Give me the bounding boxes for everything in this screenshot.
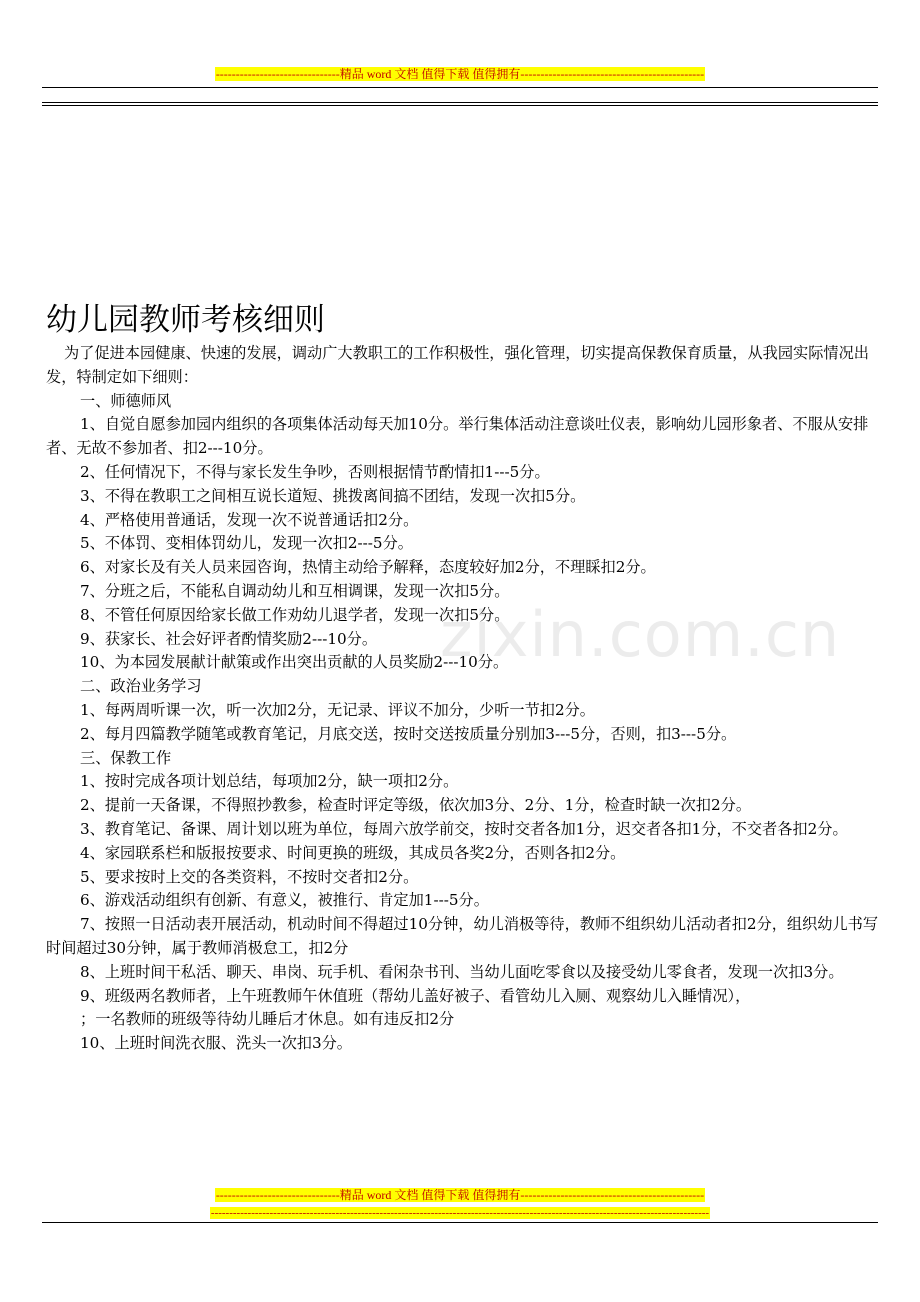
header-banner bbox=[0, 67, 920, 81]
watermark: zixin.com.cn bbox=[440, 598, 841, 671]
paragraph: 6、对家长及有关人员来园咨询，热情主动给予解释，态度较好加2分，不理睬扣2分。 bbox=[80, 558, 656, 577]
paragraph: 6、游戏活动组织有创新、有意义，被推行、肯定加1---5分。 bbox=[80, 891, 489, 910]
paragraph: 1、自觉自愿参加园内组织的各项集体活动每天加10分。举行集体活动注意谈吐仪表，影响幼儿园形象者、不服从安排者、无故不参加者、扣2---10分。 bbox=[46, 415, 869, 458]
paragraph: ；一名教师的班级等待幼儿睡后才休息。如有违反扣2分 bbox=[80, 1010, 455, 1029]
paragraph: 5、不体罚、变相体罚幼儿，发现一次扣2---5分。 bbox=[80, 534, 413, 553]
paragraph: 1、每两周听课一次，听一次加2分，无记录、评议不加分，少听一节扣2分。 bbox=[80, 700, 595, 719]
paragraph: 10、上班时间洗衣服、洗头一次扣3分。 bbox=[80, 1034, 352, 1053]
paragraph: 9、班级两名教师者，上午班教师午休值班（帮幼儿盖好被子、看管幼儿入厕、观察幼儿入睡情况）， bbox=[80, 986, 751, 1005]
paragraph: 2、提前一天备课，不得照抄教参，检查时评定等级，依次加3分、2分、1分，检查时缺一次扣2分。 bbox=[80, 796, 752, 815]
paragraph: 10、为本园发展献计献策或作出突出贡献的人员奖励2---10分。 bbox=[80, 653, 509, 672]
paragraph: 3、不得在教职工之间相互说长道短、挑拨离间搞不团结，发现一次扣5分。 bbox=[80, 486, 586, 505]
paragraph: 一、师德师风 bbox=[80, 391, 172, 410]
footer-banner-text: -------------------------------精品 word 文档 值得下载 值得拥有---------------------------------------------- bbox=[215, 1188, 705, 1202]
paragraph: 5、要求按时上交的各类资料，不按时交者扣2分。 bbox=[80, 867, 419, 886]
paragraph: 8、不管任何原因给家长做工作劝幼儿退学者，发现一次扣5分。 bbox=[80, 605, 510, 624]
paragraph: 7、分班之后，不能私自调动幼儿和互相调课，发现一次扣5分。 bbox=[80, 581, 510, 600]
header-rule-top bbox=[42, 102, 878, 103]
footer-rule bbox=[42, 1222, 878, 1223]
paragraph: 3、教育笔记、备课、周计划以班为单位，每周六放学前交，按时交者各加1分，迟交者各扣1分，不交者各扣2分。 bbox=[80, 819, 848, 838]
paragraph: 4、严格使用普通话，发现一次不说普通话扣2分。 bbox=[80, 510, 419, 529]
document-body bbox=[46, 342, 880, 1056]
paragraph: 1、按时完成各项计划总结，每项加2分，缺一项扣2分。 bbox=[80, 772, 459, 791]
header-rule-thin bbox=[42, 87, 878, 88]
paragraph: 9、获家长、社会好评者酌情奖励2---10分。 bbox=[80, 629, 378, 648]
footer-banner-dashes-text: ---------------------------------------------------------------------------------------------------------------------------------------- bbox=[210, 1207, 710, 1219]
paragraph: 为了促进本园健康、快速的发展，调动广大教职工的工作积极性，强化管理，切实提高保教保育质量，从我园实际情况出发，特制定如下细则： bbox=[46, 344, 869, 386]
footer-banner-dashes bbox=[0, 1206, 920, 1220]
paragraph: 7、按照一日活动表开展活动，机动时间不得超过10分钟，幼儿消极等待，教师不组织幼儿活动者扣2分，组织幼儿书写时间超过30分钟，属于教师消极怠工，扣2分 bbox=[46, 915, 879, 957]
document-title: 幼儿园教师考核细则 bbox=[46, 302, 325, 338]
paragraph: 8、上班时间干私活、聊天、串岗、玩手机、看闲杂书刊、当幼儿面吃零食以及接受幼儿零食者，发现一次扣3分。 bbox=[80, 962, 844, 981]
header-banner-text: -------------------------------精品 word 文档 值得下载 值得拥有---------------------------------------------- bbox=[215, 67, 705, 81]
footer-banner bbox=[0, 1188, 920, 1202]
paragraph: 二、政治业务学习 bbox=[80, 677, 202, 696]
header-rule-bottom bbox=[42, 105, 878, 106]
paragraph: 三、保教工作 bbox=[80, 748, 172, 767]
paragraph: 2、任何情况下，不得与家长发生争吵，否则根据情节酌情扣1---5分。 bbox=[80, 462, 550, 481]
paragraph: 2、每月四篇教学随笔或教育笔记，月底交送，按时交送按质量分别加3---5分，否则，扣3---5分。 bbox=[80, 724, 737, 743]
paragraph: 4、家园联系栏和版报按要求、时间更换的班级，其成员各奖2分，否则各扣2分。 bbox=[80, 843, 626, 862]
